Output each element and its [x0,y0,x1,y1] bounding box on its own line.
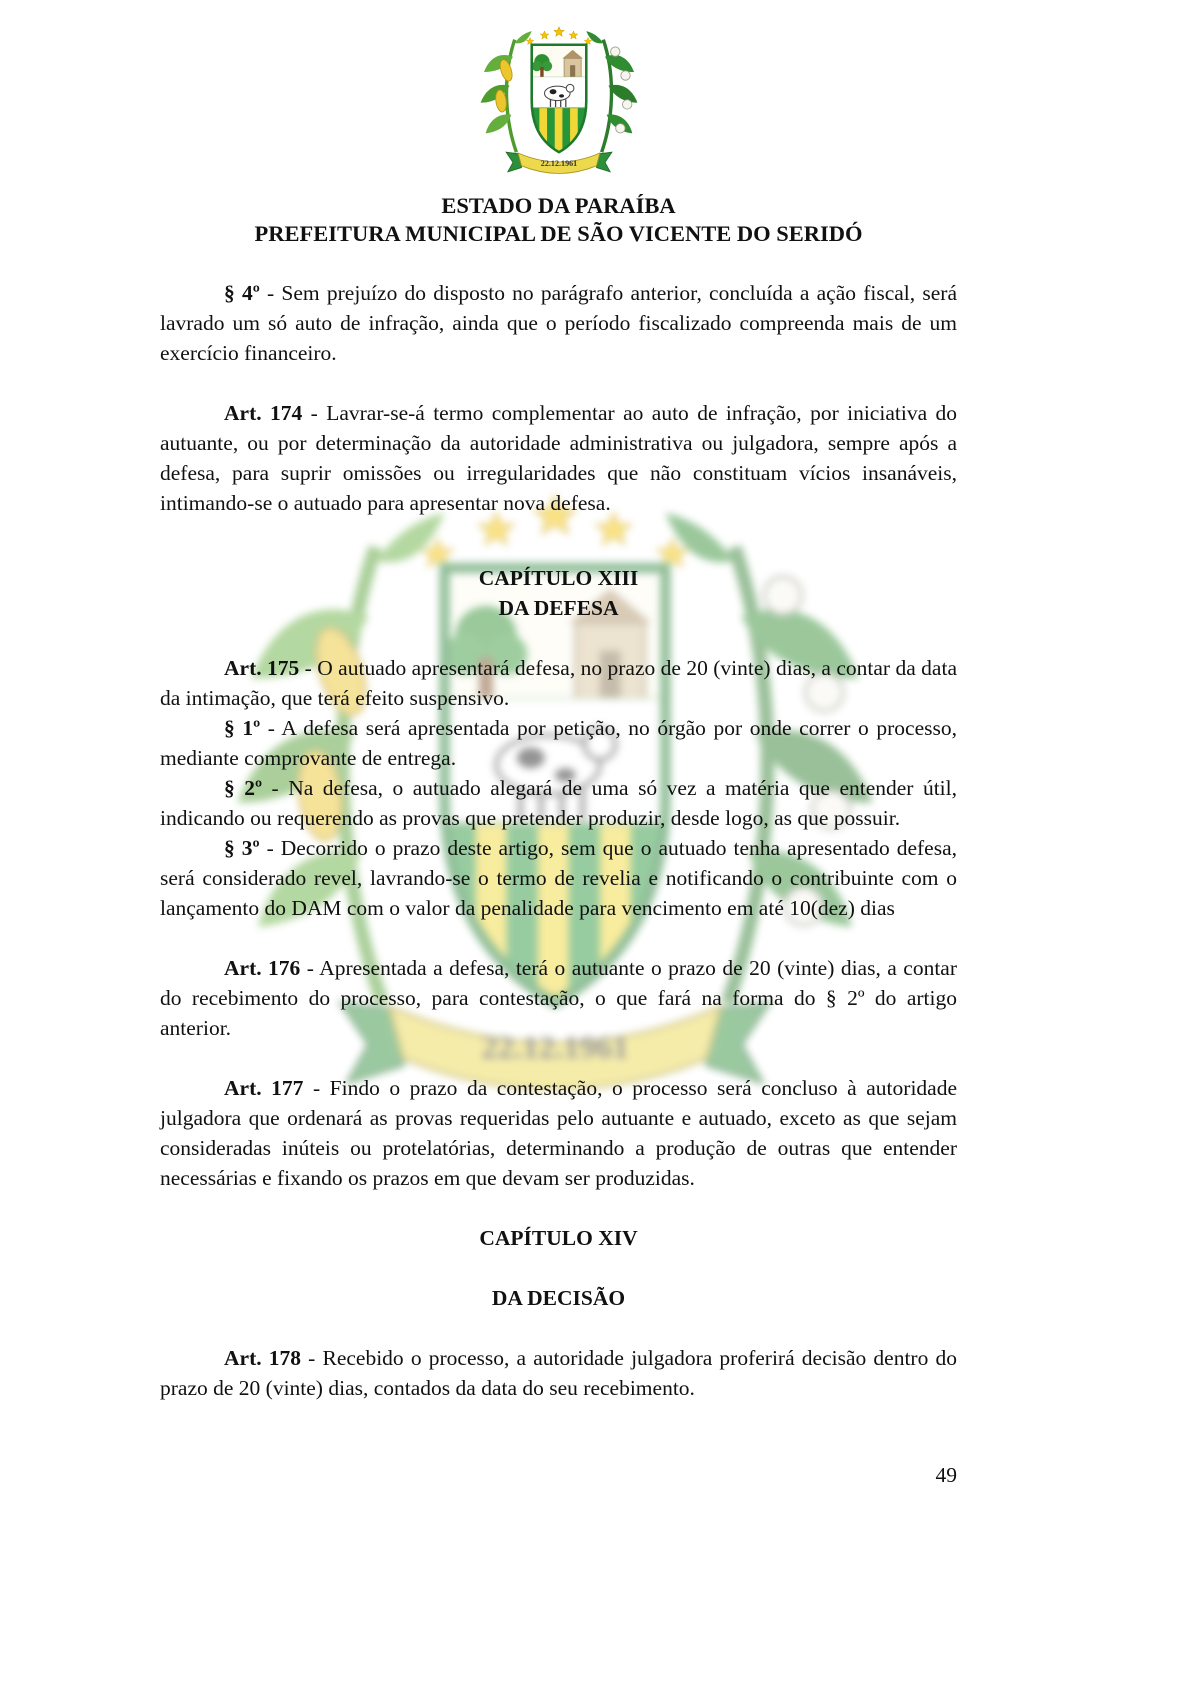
paragraph-art-176-text: - Apresentada a defesa, terá o autuante o prazo de 20 (vinte) dias, a contar do recebimento do processo, para contestação, o que fará na forma do § 2º do artigo anterior. [160,956,957,1040]
paragraph-par-4-label: § 4º [224,281,260,305]
paragraph-art-176 [160,953,957,1043]
paragraph-par-3 [160,833,957,923]
paragraph-art-174-text: - Lavrar-se-á termo complementar ao auto de infração, por iniciativa do autuante, ou por determinação da autoridade administrativa ou julgadora, sempre após a defesa, para suprir omissões ou irregularidades que não constituam vícios insanáveis, intimando-se o autuado para apresentar nova defesa. [160,401,957,515]
paragraph-art-174-label: Art. 174 [224,401,303,425]
paragraph-par-1 [160,713,957,773]
paragraph-par-1-text: - A defesa será apresentada por petição, no órgão por onde correr o processo, mediante comprovante de entrega. [160,716,957,770]
paragraph-art-177-text: - Findo o prazo da contestação, o processo será concluso à autoridade julgadora que ordenará as provas requeridas pelo autuante e autuado, exceto as que sejam consideradas inúteis ou protelatórias, determinando a produção de outras que entender necessárias e fixando os prazos em que devam ser produzidas. [160,1076,958,1190]
paragraph-art-176-label: Art. 176 [224,956,301,980]
paragraph-par-3-text: - Decorrido o prazo deste artigo, sem que o autuado tenha apresentado defesa, será considerado revel, lavrando-se o termo de revelia e notificando o contribuinte com o lançamento do DAM com o valor da penalidade para vencimento em até 10(dez) dias [160,836,957,920]
paragraph-art-177 [160,1073,957,1193]
paragraph-art-174 [160,398,957,518]
document-header [160,192,957,248]
paragraph-art-178 [160,1343,957,1403]
header-state: ESTADO DA PARAÍBA [441,193,676,218]
paragraph-par-1-label: § 1º [224,716,261,740]
page-number: 49 [935,1463,957,1487]
document-content [0,26,1200,1403]
chapter-13-title: CAPÍTULO XIII [478,566,639,590]
paragraph-par-2 [160,773,957,833]
paragraph-par-4 [160,278,957,368]
paragraph-art-177-label: Art. 177 [224,1076,304,1100]
paragraph-par-4-text: - Sem prejuízo do disposto no parágrafo anterior, concluída a ação fiscal, será lavrado um só auto de infração, ainda que o período fiscalizado compreenda mais de um exercício financeiro. [160,281,957,365]
paragraph-art-175-label: Art. 175 [224,656,300,680]
paragraph-art-178-label: Art. 178 [224,1346,302,1370]
paragraph-art-178-text: - Recebido o processo, a autoridade julgadora proferirá decisão dentro do prazo de 20 (vinte) dias, contados da data do seu recebimento. [160,1346,957,1400]
paragraph-par-2-label: § 2º [224,776,263,800]
paragraph-art-175-text: - O autuado apresentará defesa, no prazo de 20 (vinte) dias, a contar da data da intimação, que terá efeito suspensivo. [160,656,957,710]
chapter-13-subtitle: DA DEFESA [498,596,619,620]
paragraph-art-175 [160,653,957,713]
paragraph-par-2-text: - Na defesa, o autuado alegará de uma só vez a matéria que entender útil, indicando ou requerendo as provas que pretender produzir, desde logo, as que possuir. [160,776,957,830]
chapter-14-subtitle: DA DECISÃO [491,1286,626,1310]
paragraph-par-3-label: § 3º [224,836,260,860]
chapter-14-title: CAPÍTULO XIV [479,1226,638,1250]
coat-of-arms-icon [465,26,653,188]
header-municipality: PREFEITURA MUNICIPAL DE SÃO VICENTE DO SERIDÓ [254,221,863,246]
